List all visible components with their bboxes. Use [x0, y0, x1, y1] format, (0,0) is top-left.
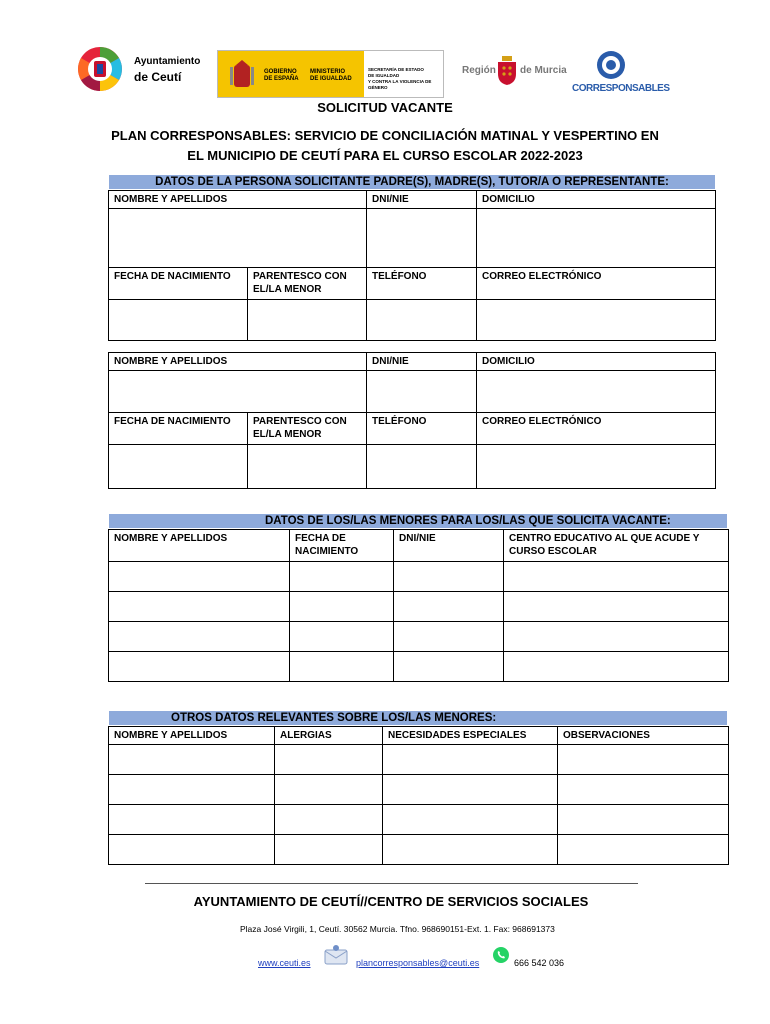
domicilio-field[interactable]	[477, 371, 716, 413]
footer-title: AYUNTAMIENTO DE CEUTÍ//CENTRO DE SERVICIOS SOCIALES	[193, 894, 589, 909]
applicant-table-2	[108, 352, 716, 489]
ministerio-line1: MINISTERIO	[310, 69, 346, 75]
fecha-header: FECHA DE NACIMIENTO	[109, 268, 248, 300]
secretaria-line3: Y CONTRA LA VIOLENCIA DE GÉNERO	[368, 79, 432, 90]
nombre-field[interactable]	[109, 371, 367, 413]
parentesco-header: PARENTESCO CON EL/LA MENOR	[248, 413, 367, 445]
corresponsables-emblem-icon	[596, 50, 626, 80]
section2-band-text: DATOS DE LOS/LAS MENORES PARA LOS/LAS QUE SOLICITA VACANTE:	[265, 515, 671, 527]
cell[interactable]	[290, 652, 394, 682]
relevant-data-table	[108, 726, 729, 865]
domicilio-field[interactable]	[477, 209, 716, 268]
cell[interactable]	[109, 745, 275, 775]
cell[interactable]	[109, 562, 290, 592]
section2-band	[109, 514, 727, 528]
murcia-label: de Murcia	[520, 65, 567, 76]
cell[interactable]	[383, 745, 558, 775]
telefono-header: TELÉFONO	[367, 268, 477, 300]
cell[interactable]	[504, 652, 729, 682]
gobierno-line2: DE ESPAÑA	[264, 76, 299, 82]
ministerio-line2: DE IGUALDAD	[310, 76, 352, 82]
ayuntamiento-logo	[74, 44, 214, 94]
cell[interactable]	[109, 592, 290, 622]
cell[interactable]	[383, 775, 558, 805]
corresponsables-text: CORRESPONSABLES	[572, 83, 670, 94]
ayuntamiento-town: de Ceutí	[134, 70, 182, 84]
nombre-header: NOMBRE Y APELLIDOS	[109, 353, 367, 371]
parentesco-header: PARENTESCO CON EL/LA MENOR	[248, 268, 367, 300]
menor-dni-header: DNI/NIE	[394, 530, 504, 562]
cell[interactable]	[109, 652, 290, 682]
correo-header: CORREO ELECTRÓNICO	[477, 268, 716, 300]
cell[interactable]	[109, 805, 275, 835]
murcia-shield-icon	[496, 56, 518, 86]
cell[interactable]	[558, 745, 729, 775]
cell[interactable]	[394, 652, 504, 682]
parentesco-field[interactable]	[248, 445, 367, 489]
cell[interactable]	[109, 622, 290, 652]
telefono-field[interactable]	[367, 445, 477, 489]
footer-divider	[145, 883, 638, 884]
secretaria-line2: DE IGUALDAD	[368, 73, 400, 78]
correo-field[interactable]	[477, 445, 716, 489]
region-murcia-logo	[462, 54, 574, 90]
cell[interactable]	[275, 745, 383, 775]
cell[interactable]	[109, 835, 275, 865]
cell[interactable]	[504, 592, 729, 622]
correo-field[interactable]	[477, 300, 716, 341]
cell[interactable]	[558, 775, 729, 805]
email-link[interactable]: plancorresponsables@ceuti.es	[356, 958, 480, 968]
table-row	[109, 622, 729, 652]
dni-header: DNI/NIE	[367, 353, 477, 371]
menor-nombre-header: NOMBRE Y APELLIDOS	[109, 530, 290, 562]
gobierno-logo	[217, 50, 444, 98]
gobierno-line1: GOBIERNO	[264, 69, 297, 75]
subtitle-line2: EL MUNICIPIO DE CEUTÍ PARA EL CURSO ESCOLAR 2022-2023	[187, 148, 583, 163]
cell[interactable]	[275, 775, 383, 805]
secretaria-line1: SECRETARÍA DE ESTADO	[368, 67, 424, 72]
cell[interactable]	[383, 835, 558, 865]
table-row	[109, 775, 729, 805]
table-row	[109, 745, 729, 775]
section3-band	[109, 711, 727, 725]
fecha-field[interactable]	[109, 445, 248, 489]
cell[interactable]	[558, 805, 729, 835]
fecha-header: FECHA DE NACIMIENTO	[109, 413, 248, 445]
table-row	[109, 652, 729, 682]
nombre-header: NOMBRE Y APELLIDOS	[109, 191, 367, 209]
cell[interactable]	[275, 805, 383, 835]
minors-table	[108, 529, 729, 682]
telefono-header: TELÉFONO	[367, 413, 477, 445]
necesidades-header: NECESIDADES ESPECIALES	[383, 727, 558, 745]
table-row	[109, 805, 729, 835]
cell[interactable]	[290, 592, 394, 622]
page-title: SOLICITUD VACANTE	[317, 100, 453, 115]
domicilio-header: DOMICILIO	[477, 191, 716, 209]
ayuntamiento-name: Ayuntamiento	[134, 56, 201, 67]
website-link[interactable]: www.ceuti.es	[258, 958, 311, 968]
fecha-field[interactable]	[109, 300, 248, 341]
table-row	[109, 835, 729, 865]
cell[interactable]	[558, 835, 729, 865]
cell[interactable]	[290, 562, 394, 592]
cell[interactable]	[275, 835, 383, 865]
dni-field[interactable]	[367, 371, 477, 413]
sdg-wheel-icon	[74, 44, 130, 94]
cell[interactable]	[394, 562, 504, 592]
table-row	[109, 592, 729, 622]
footer-address: Plaza José Virgili, 1, Ceutí. 30562 Murcia. Tfno. 968690151-Ext. 1. Fax: 968691373	[240, 924, 555, 934]
otros-nombre-header: NOMBRE Y APELLIDOS	[109, 727, 275, 745]
parentesco-field[interactable]	[248, 300, 367, 341]
envelope-icon	[322, 944, 350, 966]
subtitle-line1: PLAN CORRESPONSABLES: SERVICIO DE CONCILIACIÓN MATINAL Y VESPERTINO EN	[111, 128, 659, 143]
cell[interactable]	[394, 592, 504, 622]
observaciones-header: OBSERVACIONES	[558, 727, 729, 745]
domicilio-header: DOMICILIO	[477, 353, 716, 371]
cell[interactable]	[109, 775, 275, 805]
nombre-field[interactable]	[109, 209, 367, 268]
cell[interactable]	[504, 562, 729, 592]
cell[interactable]	[383, 805, 558, 835]
dni-field[interactable]	[367, 209, 477, 268]
phone-number: 666 542 036	[514, 958, 565, 968]
telefono-field[interactable]	[367, 300, 477, 341]
alergias-header: ALERGIAS	[275, 727, 383, 745]
section3-band-text: OTROS DATOS RELEVANTES SOBRE LOS/LAS MENORES:	[171, 712, 497, 724]
cell[interactable]	[394, 622, 504, 652]
dni-header: DNI/NIE	[367, 191, 477, 209]
correo-header: CORREO ELECTRÓNICO	[477, 413, 716, 445]
coat-of-arms-icon	[228, 59, 256, 91]
menor-fecha-header: FECHA DE NACIMIENTO	[290, 530, 394, 562]
cell[interactable]	[290, 622, 394, 652]
corresponsables-logo	[572, 50, 670, 98]
table-row	[109, 562, 729, 592]
whatsapp-icon	[492, 946, 510, 964]
section1-band: DATOS DE LA PERSONA SOLICITANTE PADRE(S), MADRE(S), TUTOR/A O REPRESENTANTE:	[109, 175, 715, 189]
applicant-table-1	[108, 190, 716, 341]
region-label: Región	[462, 65, 496, 76]
cell[interactable]	[504, 622, 729, 652]
menor-centro-header: CENTRO EDUCATIVO AL QUE ACUDE Y CURSO ESCOLAR	[504, 530, 729, 562]
